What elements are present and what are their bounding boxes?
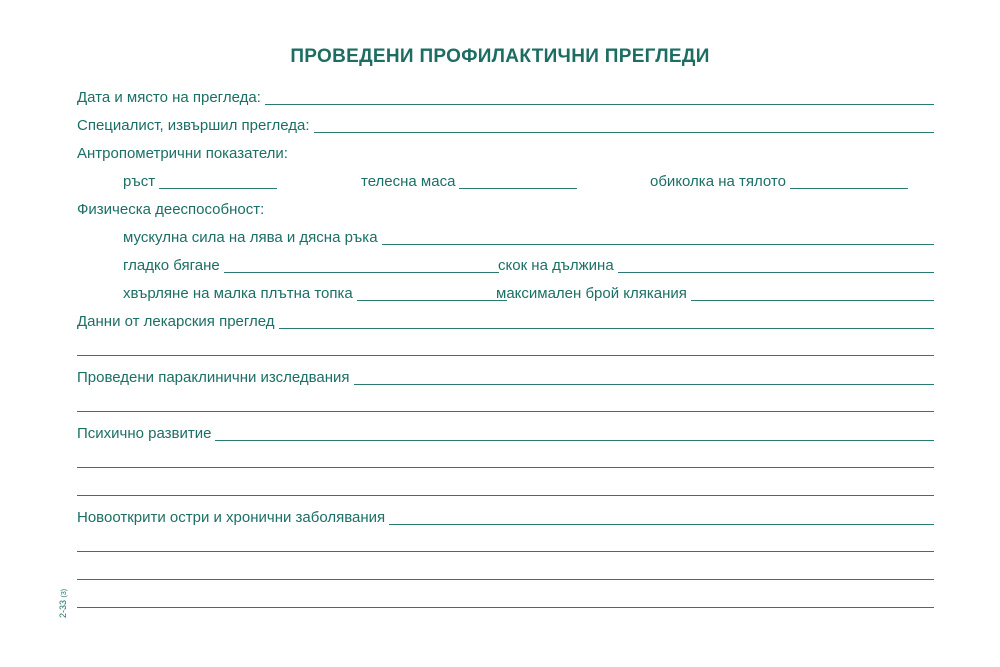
form-title: ПРОВЕДЕНИ ПРОФИЛАКТИЧНИ ПРЕГЛЕДИ — [290, 46, 710, 67]
new-diseases-row — [77, 509, 934, 527]
smooth-running-group — [123, 257, 499, 275]
anthropometric-label: Антропометрични показатели: — [77, 145, 288, 162]
form-code — [58, 589, 68, 618]
body-mass-group — [361, 173, 577, 191]
new-diseases-label: Новооткрити остри и хронични заболявания — [77, 509, 386, 526]
max-squats-group — [496, 285, 934, 303]
long-jump-field[interactable] — [618, 258, 934, 273]
date-place-row — [77, 89, 934, 107]
body-mass-label: телесна маса — [361, 173, 456, 190]
long-jump-label: скок на дължина — [498, 257, 614, 274]
date-place-label: Дата и място на прегледа: — [77, 89, 261, 106]
medicine-ball-field[interactable] — [357, 286, 507, 301]
body-mass-field[interactable] — [459, 174, 577, 189]
form-code-suffix: (3) — [61, 588, 68, 598]
long-jump-group — [498, 257, 934, 275]
paraclinical-field[interactable] — [354, 370, 934, 385]
mental-development-label: Психично развитие — [77, 425, 212, 442]
specialist-label: Специалист, извършил прегледа: — [77, 117, 310, 134]
height-label: ръст — [123, 173, 156, 190]
body-circumference-group — [650, 173, 908, 191]
smooth-running-field[interactable] — [224, 258, 499, 273]
muscle-strength-row — [123, 229, 934, 247]
medical-exam-row — [77, 313, 934, 331]
paraclinical-extra-line[interactable] — [77, 411, 934, 412]
new-diseases-extra-line-2[interactable] — [77, 579, 934, 580]
medical-exam-field[interactable] — [279, 314, 934, 329]
height-field[interactable] — [159, 174, 277, 189]
mental-development-row — [77, 425, 934, 443]
new-diseases-field[interactable] — [389, 510, 934, 525]
height-group — [123, 173, 277, 191]
physical-fitness-label: Физическа дееспособност: — [77, 201, 265, 218]
max-squats-label: максимален брой клякания — [496, 285, 687, 302]
medical-exam-extra-line[interactable] — [77, 355, 934, 356]
medical-exam-data-label: Данни от лекарския преглед — [77, 313, 275, 330]
specialist-row — [77, 117, 934, 135]
max-squats-field[interactable] — [691, 286, 934, 301]
body-circumference-field[interactable] — [790, 174, 908, 189]
form-code-number: 2-33 — [58, 599, 68, 618]
paraclinical-row — [77, 369, 934, 387]
new-diseases-extra-line-1[interactable] — [77, 551, 934, 552]
muscle-strength-label: мускулна сила на лява и дясна ръка — [123, 229, 378, 246]
muscle-strength-field[interactable] — [382, 230, 934, 245]
medicine-ball-group — [123, 285, 507, 303]
medicine-ball-label: хвърляне на малка плътна топка — [123, 285, 353, 302]
anthropometric-heading — [77, 145, 292, 163]
date-place-field[interactable] — [265, 90, 934, 105]
mental-development-extra-line-1[interactable] — [77, 467, 934, 468]
paraclinical-label: Проведени параклинични изследвания — [77, 369, 350, 386]
body-circumference-label: обиколка на тялото — [650, 173, 786, 190]
mental-development-field[interactable] — [215, 426, 934, 441]
specialist-field[interactable] — [314, 118, 934, 133]
mental-development-extra-line-2[interactable] — [77, 495, 934, 496]
smooth-running-label: гладко бягане — [123, 257, 220, 274]
physical-fitness-heading — [77, 201, 268, 219]
new-diseases-extra-line-3[interactable] — [77, 607, 934, 608]
